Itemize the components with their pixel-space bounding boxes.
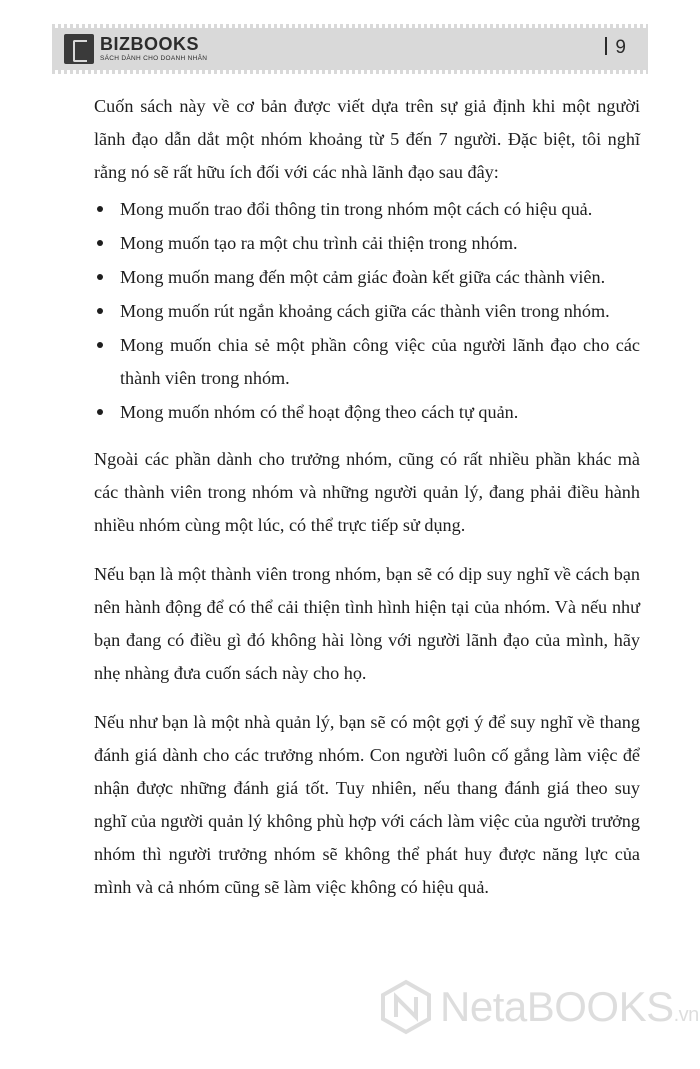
- brand: [100, 34, 207, 63]
- intro-paragraph: Cuốn sách này về cơ bản được viết dựa trên sự giả định khi một người lãnh đạo dẫn dắt một nhóm khoảng từ 5 đến 7 người. Đặc biệt, tôi nghĩ rằng nó sẽ rất hữu ích đối với các nhà lãnh đạo sau đây:: [94, 96, 640, 182]
- watermark-text: [440, 983, 699, 1039]
- body-paragraph: Nếu như bạn là một nhà quản lý, bạn sẽ có một gợi ý để suy nghĩ về thang đánh giá dành cho các trưởng nhóm. Con người luôn cố gắng làm việc để nhận được những đánh giá tốt. Tuy nhiên, nếu thang đánh giá theo suy nghĩ của người quản lý không phù hợp với cách làm việc của người trưởng nhóm thì người trưởng nhóm sẽ không thể phát huy được năng lực của mình và cả nhóm cũng sẽ làm việc không có hiệu quả.: [94, 712, 640, 897]
- bullet-item: Mong muốn mang đến một cảm giác đoàn kết giữa các thành viên.: [94, 261, 640, 294]
- bullet-item: Mong muốn rút ngắn khoảng cách giữa các thành viên trong nhóm.: [94, 295, 640, 328]
- brand-tagline: SÁCH DÀNH CHO DOANH NHÂN: [100, 55, 208, 62]
- brand-name: BIZBOOKS: [100, 34, 200, 54]
- bullet-item: Mong muốn chia sẻ một phần công việc của người lãnh đạo cho các thành viên trong nhóm.: [94, 329, 640, 395]
- body-paragraph: Ngoài các phần dành cho trưởng nhóm, cũng có rất nhiều phần khác mà các thành viên trong nhóm và những người quản lý, đang phải điều hành nhiều nhóm cùng một lúc, có thể trực tiếp sử dụng.: [94, 449, 640, 535]
- body-paragraph: Nếu bạn là một thành viên trong nhóm, bạn sẽ có dịp suy nghĩ về cách bạn nên hành động để có thể cải thiện tình hình hiện tại của nhóm. Và nếu như bạn đang có điều gì đó không hài lòng với người lãnh đạo của mình, hãy nhẹ nhàng đưa cuốn sách này cho họ.: [94, 564, 640, 683]
- watermark-brand: NetaBOOKS: [440, 983, 674, 1030]
- bizbooks-logo-icon: [64, 34, 94, 64]
- neta-logo-icon: [378, 979, 434, 1035]
- watermark-suffix: .vn: [673, 1004, 699, 1026]
- bullet-item: Mong muốn nhóm có thể hoạt động theo cách tự quản.: [94, 396, 640, 429]
- page-number: [605, 37, 626, 59]
- page-number-value: 9: [615, 37, 626, 58]
- bullet-item: Mong muốn tạo ra một chu trình cải thiện trong nhóm.: [94, 227, 640, 260]
- page-content: [94, 90, 640, 920]
- bullet-item: Mong muốn trao đổi thông tin trong nhóm một cách có hiệu quả.: [94, 193, 640, 226]
- watermark: [378, 977, 699, 1037]
- page-header: [52, 28, 648, 70]
- bullet-list: [94, 193, 640, 429]
